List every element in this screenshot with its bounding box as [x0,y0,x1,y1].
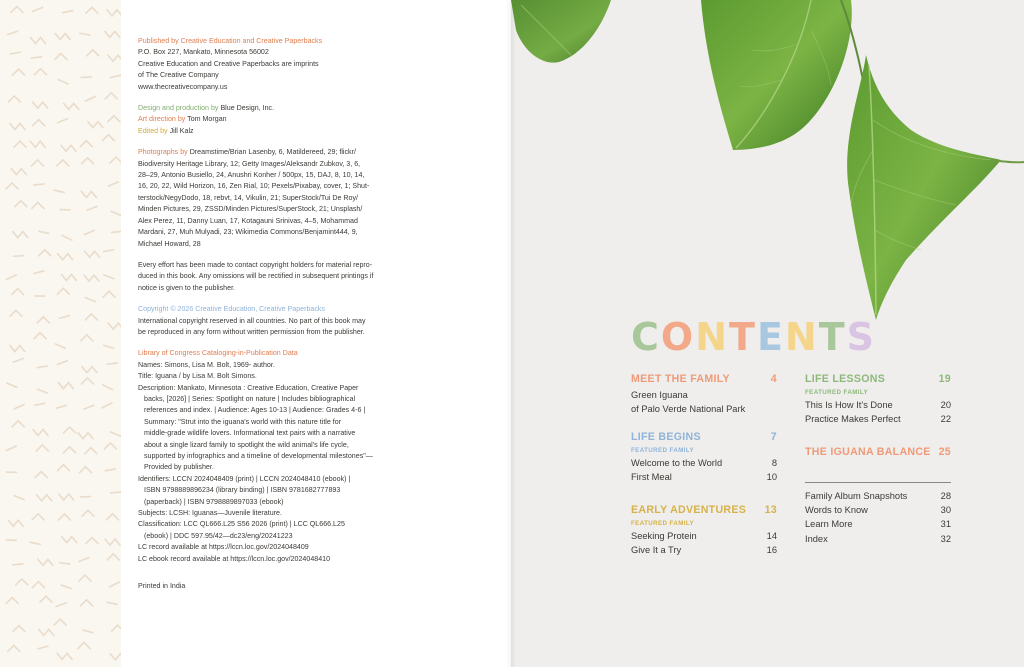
squiggle-mark [85,314,97,320]
squiggle-mark [83,630,93,633]
squiggle-mark [32,7,42,11]
squiggle-mark [60,563,70,564]
squiggle-mark [107,554,119,560]
squiggle-mark [12,421,24,427]
squiggle-mark [38,389,48,393]
contents-title-letter: C [631,315,661,359]
squiggle-mark [39,231,49,233]
squiggle-mark [13,359,23,363]
squiggle-mark [57,160,69,166]
squiggle-mark [10,346,25,352]
squiggle-mark [59,494,74,500]
squiggle-mark [32,582,44,588]
imprints-line-2: of The Creative Company [138,71,219,80]
printed-in-line: Printed in India [138,582,186,591]
squiggle-mark [110,75,120,77]
copyright-statement: Copyright © 2026 Creative Education, Creative Paperbacks International copyright reserved in all countries. No part of this book may be reproduced in any form without written permission from the publisher. [138,305,366,336]
squiggle-mark [58,465,70,471]
squiggle-mark [34,333,46,339]
squiggle-mark [86,7,98,13]
squiggle-mark [104,443,116,449]
squiggle-mark [107,10,121,16]
toc-entry[interactable]: This Is How It’s Done 20 [805,400,951,410]
squiggle-mark [84,405,94,409]
squiggle-mark [81,600,93,606]
squiggle-mark [61,145,76,151]
squiggle-mark [31,160,43,166]
squiggle-mark [58,383,73,389]
squiggle-mark [55,34,70,40]
squiggle-mark [85,448,97,454]
squiggle-mark [37,495,52,501]
toc-entry-index[interactable]: Index 32 [805,533,951,544]
squiggle-mark [32,202,44,208]
toc-section-iguana-balance [805,445,951,459]
squiggle-mark [14,256,24,257]
squiggle-mark [11,169,26,175]
squiggle-mark [6,183,18,189]
squiggle-mark [62,235,72,240]
squiggle-mark [13,626,25,632]
squiggle-mark [103,385,113,390]
squiggle-mark [34,184,44,185]
squiggle-mark [86,537,98,543]
squiggle-mark [37,366,47,368]
toc-heading[interactable]: THE IGUANA BALANCE 25 [805,446,951,458]
squiggle-mark [6,446,16,450]
squiggle-mark [81,77,91,78]
squiggle-mark [6,275,16,280]
squiggle-mark [85,251,100,257]
back-matter-divider [805,482,951,483]
squiggle-mark [36,445,48,451]
squiggle-mark [14,496,24,500]
toc-entry[interactable]: of Palo Verde National Park [631,404,746,415]
featured-family-label: FEATURED FAMILY [631,520,695,527]
contents-title-letter: E [756,315,785,359]
decorative-pattern-strip [0,0,121,667]
squiggle-mark [57,653,72,659]
squiggle-mark [79,575,91,581]
toc-entry[interactable]: Green Iguana [631,390,688,400]
squiggle-mark [105,469,115,471]
squiggle-mark [7,383,17,387]
squiggle-mark [105,31,120,37]
featured-family-label: FEATURED FAMILY [805,389,869,396]
squiggle-mark [58,254,73,260]
squiggle-mark [59,316,69,319]
toc-section-life-lessons [805,372,951,426]
squiggle-mark [87,206,97,210]
squiggle-mark [16,579,28,585]
squiggle-mark [107,514,119,520]
squiggle-mark [84,230,94,234]
art-direction-credit: Art direction by Tom Morgan [138,115,227,124]
squiggle-mark [63,447,75,453]
design-credit: Design and production by Blue Design, Inc. [138,104,275,113]
contents-title [631,315,876,359]
squiggle-mark [64,427,76,433]
squiggle-mark [35,69,47,75]
squiggle-mark [57,361,67,365]
squiggle-mark [10,123,25,129]
squiggle-mark [55,344,65,349]
squiggle-mark [8,31,18,34]
squiggle-mark [8,96,20,102]
squiggle-mark [110,157,121,163]
contents-title-letter: T [818,315,847,359]
squiggle-mark [12,289,24,295]
squiggle-mark [110,432,120,436]
squiggle-mark [88,122,103,128]
squiggle-mark [38,559,53,565]
toc-section-meet-the-family [631,372,777,416]
squiggle-mark [110,654,121,660]
squiggle-mark [104,275,114,279]
squiggle-mark [13,69,25,75]
squiggle-mark [102,135,114,141]
squiggle-mark [109,582,119,587]
squiggle-mark [8,645,20,651]
squiggle-mark [32,514,44,520]
squiggle-mark [10,310,22,316]
back-matter-list [805,489,951,546]
squiggle-mark [8,520,23,526]
squiggle-mark [13,564,23,565]
toc-entry[interactable]: Welcome to the World 8 [631,458,777,468]
squiggle-mark [104,250,114,252]
squiggle-mark [82,158,94,164]
squiggle-mark [33,120,45,126]
squiggle-mark [56,405,66,408]
leaves-illustration [511,0,1024,350]
toc-entry-learn-more[interactable]: Learn More 31 [805,519,951,530]
squiggle-mark [62,537,77,543]
photo-credits: Photographs by Dreamstime/Brian Lasenby, 6, Matildereed, 29; flickr/ Biodiversity Heritage Library, 12; Getty Images/Aleksandr Zubkov, 3, 6, 28–29, Antonio Busiello, 24, Anushri Konher / 500px, 15, DAJ, 8, 10, 14, 16, 20, 22, Wild Horizon, 16, Zen Rial, 10; Pexels/Pixabay, cover, 1; Shut- terstock/NegyDodo, 18, rebvt, 14, Vikulin, 21; SuperStock/Tui De Roy/ Minden Pictures, 29, ZSSD/Minden Pictures/SuperStock, 21; Unsplash/ Alex Perez, 11, Danny Luan, 17, Kotagauni Srinivas, 4–5, Mohammad Mardani, 27, Muh Mulyadi, 23; Wikimedia Commons/Benjamint444, 9, Michael Howard, 28 [138,148,370,248]
squiggle-mark [82,510,94,516]
squiggle-mark [80,33,90,35]
colophon-text [138,36,400,602]
squiggle-mark [87,50,99,56]
squiggle-mark [55,53,67,59]
squiggle-mark [14,141,26,147]
squiggle-mark [61,274,76,280]
squiggle-mark [108,55,121,61]
toc-heading[interactable]: EARLY ADVENTURES 13 [631,504,777,516]
squiggle-mark [81,335,93,341]
squiggle-mark [33,102,48,108]
squiggle-mark [79,557,89,561]
squiggle-mark [58,79,68,84]
address-line: P.O. Box 227, Mankato, Minnesota 56002 [138,48,269,57]
squiggle-mark [85,298,95,302]
squiggle-mark [33,429,48,435]
squiggle-mark [59,514,71,520]
editor-credit: Edited by Jill Kalz [138,126,194,135]
toc-entry-words-to-know[interactable]: Words to Know 30 [805,505,951,516]
squiggle-mark [15,201,27,207]
squiggle-mark [39,629,54,635]
contents-title-letter: O [660,315,696,359]
squiggle-mark [38,646,48,649]
cip-data: Library of Congress Cataloging-in-Publication Data Names: Simons, Lisa M. Bolt, 1969- author. Title: Iguana / by Lisa M. Bolt Simons. Description: Mankato, Minnesota : Creative Education, Creative Paper backs, [2026] | Series: Spotlight on nature | Includes bibliographical references and index. | Audience: Ages 10-13 | Audience: Grades 4-6 | Summary: "Strut into the iguana's world with this nature title for middle-grade wildlife lovers. Informational text pairs with a narrative about a single lizard family to spotlight the wild animal's life cycle, supported by infographics and a timeline of developmental milestones"— Provided by publisher. Identifiers: LCCN 2024048409 (print) | LCCN 2024048410 (ebook) | ISBN 9798889896234 (library binding) | ISBN 9781682777893 (paperback) | ISBN 9798889897033 (ebook) Subjects: LCSH: Iguanas—Juvenile literature. Classification: LCC QL666.L25 S56 2026 (print) | LCC QL666.L25 (ebook) | DDC 597.95/42—dc23/eng/20241223 LC record available at https://lccn.loc.gov/2024048409 LC ebook record available at https://lccn.loc.gov/2024048410 [138,349,373,563]
copyright-notice: Every effort has been made to contact copyright holders for material repro- duced in this book. Any omissions will be rectified in subsequent printings if notice is given to the publisher. [138,260,374,292]
squiggle-mark [112,625,121,631]
squiggle-mark [61,585,71,588]
squiggle-mark [11,6,23,12]
squiggle-mark [10,52,20,54]
squiggle-mark [111,492,121,493]
squiggle-mark [108,323,121,329]
squiggle-mark [63,11,73,13]
toc-entry-family-album[interactable]: Family Album Snapshots 28 [805,491,951,501]
squiggle-mark [102,403,112,408]
squiggle-mark [107,602,117,604]
squiggle-mark [35,472,47,478]
contents-title-letter: T [729,315,757,359]
squiggle-mark [79,467,91,473]
squiggle-mark [14,404,24,408]
squiggle-mark [13,232,28,238]
toc-heading[interactable]: LIFE BEGINS 7 [631,431,777,443]
squiggle-mark [32,57,42,58]
squiggle-mark [37,317,49,323]
toc-entry[interactable]: First Meal 10 [631,472,777,483]
squiggle-mark [30,141,45,147]
squiggle-mark [81,378,93,384]
squiggle-mark [30,542,40,544]
toc-heading[interactable]: MEET THE FAMILY 4 [631,373,777,385]
squiggle-mark [85,96,95,101]
website-line: www.thecreativecompany.us [138,82,228,91]
squiggle-mark [57,288,69,294]
squiggle-mark [81,191,96,197]
squiggle-mark [6,597,18,603]
squiggle-mark [78,433,93,439]
squiggle-mark [84,275,99,281]
squiggle-mark [54,619,66,625]
squiggle-mark [78,643,90,649]
squiggle-pattern [0,0,121,667]
squiggle-mark [108,116,120,122]
imprints-line: Creative Education and Creative Paperbacks are imprints [138,59,319,68]
squiggle-mark [80,141,92,147]
squiggle-mark [108,182,118,186]
toc-entry[interactable]: Seeking Protein 14 [631,531,777,541]
featured-family-label: FEATURED FAMILY [631,447,695,454]
squiggle-mark [112,231,121,232]
toc-entry[interactable]: Give It a Try 16 [631,545,777,556]
contents-title-letter: S [846,315,877,359]
squiggle-mark [35,403,45,405]
squiggle-mark [56,603,66,607]
toc-entry[interactable]: Practice Makes Perfect 22 [805,414,951,425]
squiggle-mark [40,596,52,602]
squiggle-mark [31,38,46,44]
squiggle-mark [82,367,97,373]
squiggle-mark [64,103,79,109]
toc-section-early-adventures [631,503,777,557]
squiggle-mark [103,291,115,297]
squiggle-mark [105,539,120,545]
toc-heading[interactable]: LIFE LESSONS 19 [805,373,951,385]
squiggle-mark [104,345,114,348]
squiggle-mark [39,250,51,256]
squiggle-mark [111,211,121,215]
toc-section-life-begins [631,430,777,484]
squiggle-mark [107,363,117,364]
squiggle-mark [105,93,117,99]
contents-title-letter: N [784,315,819,359]
squiggle-mark [58,119,68,123]
contents-title-letter: N [695,315,730,359]
squiggle-mark [34,271,44,274]
publisher-line: Published by Creative Education and Creative Paperbacks [138,37,323,45]
squiggle-mark [54,190,64,192]
